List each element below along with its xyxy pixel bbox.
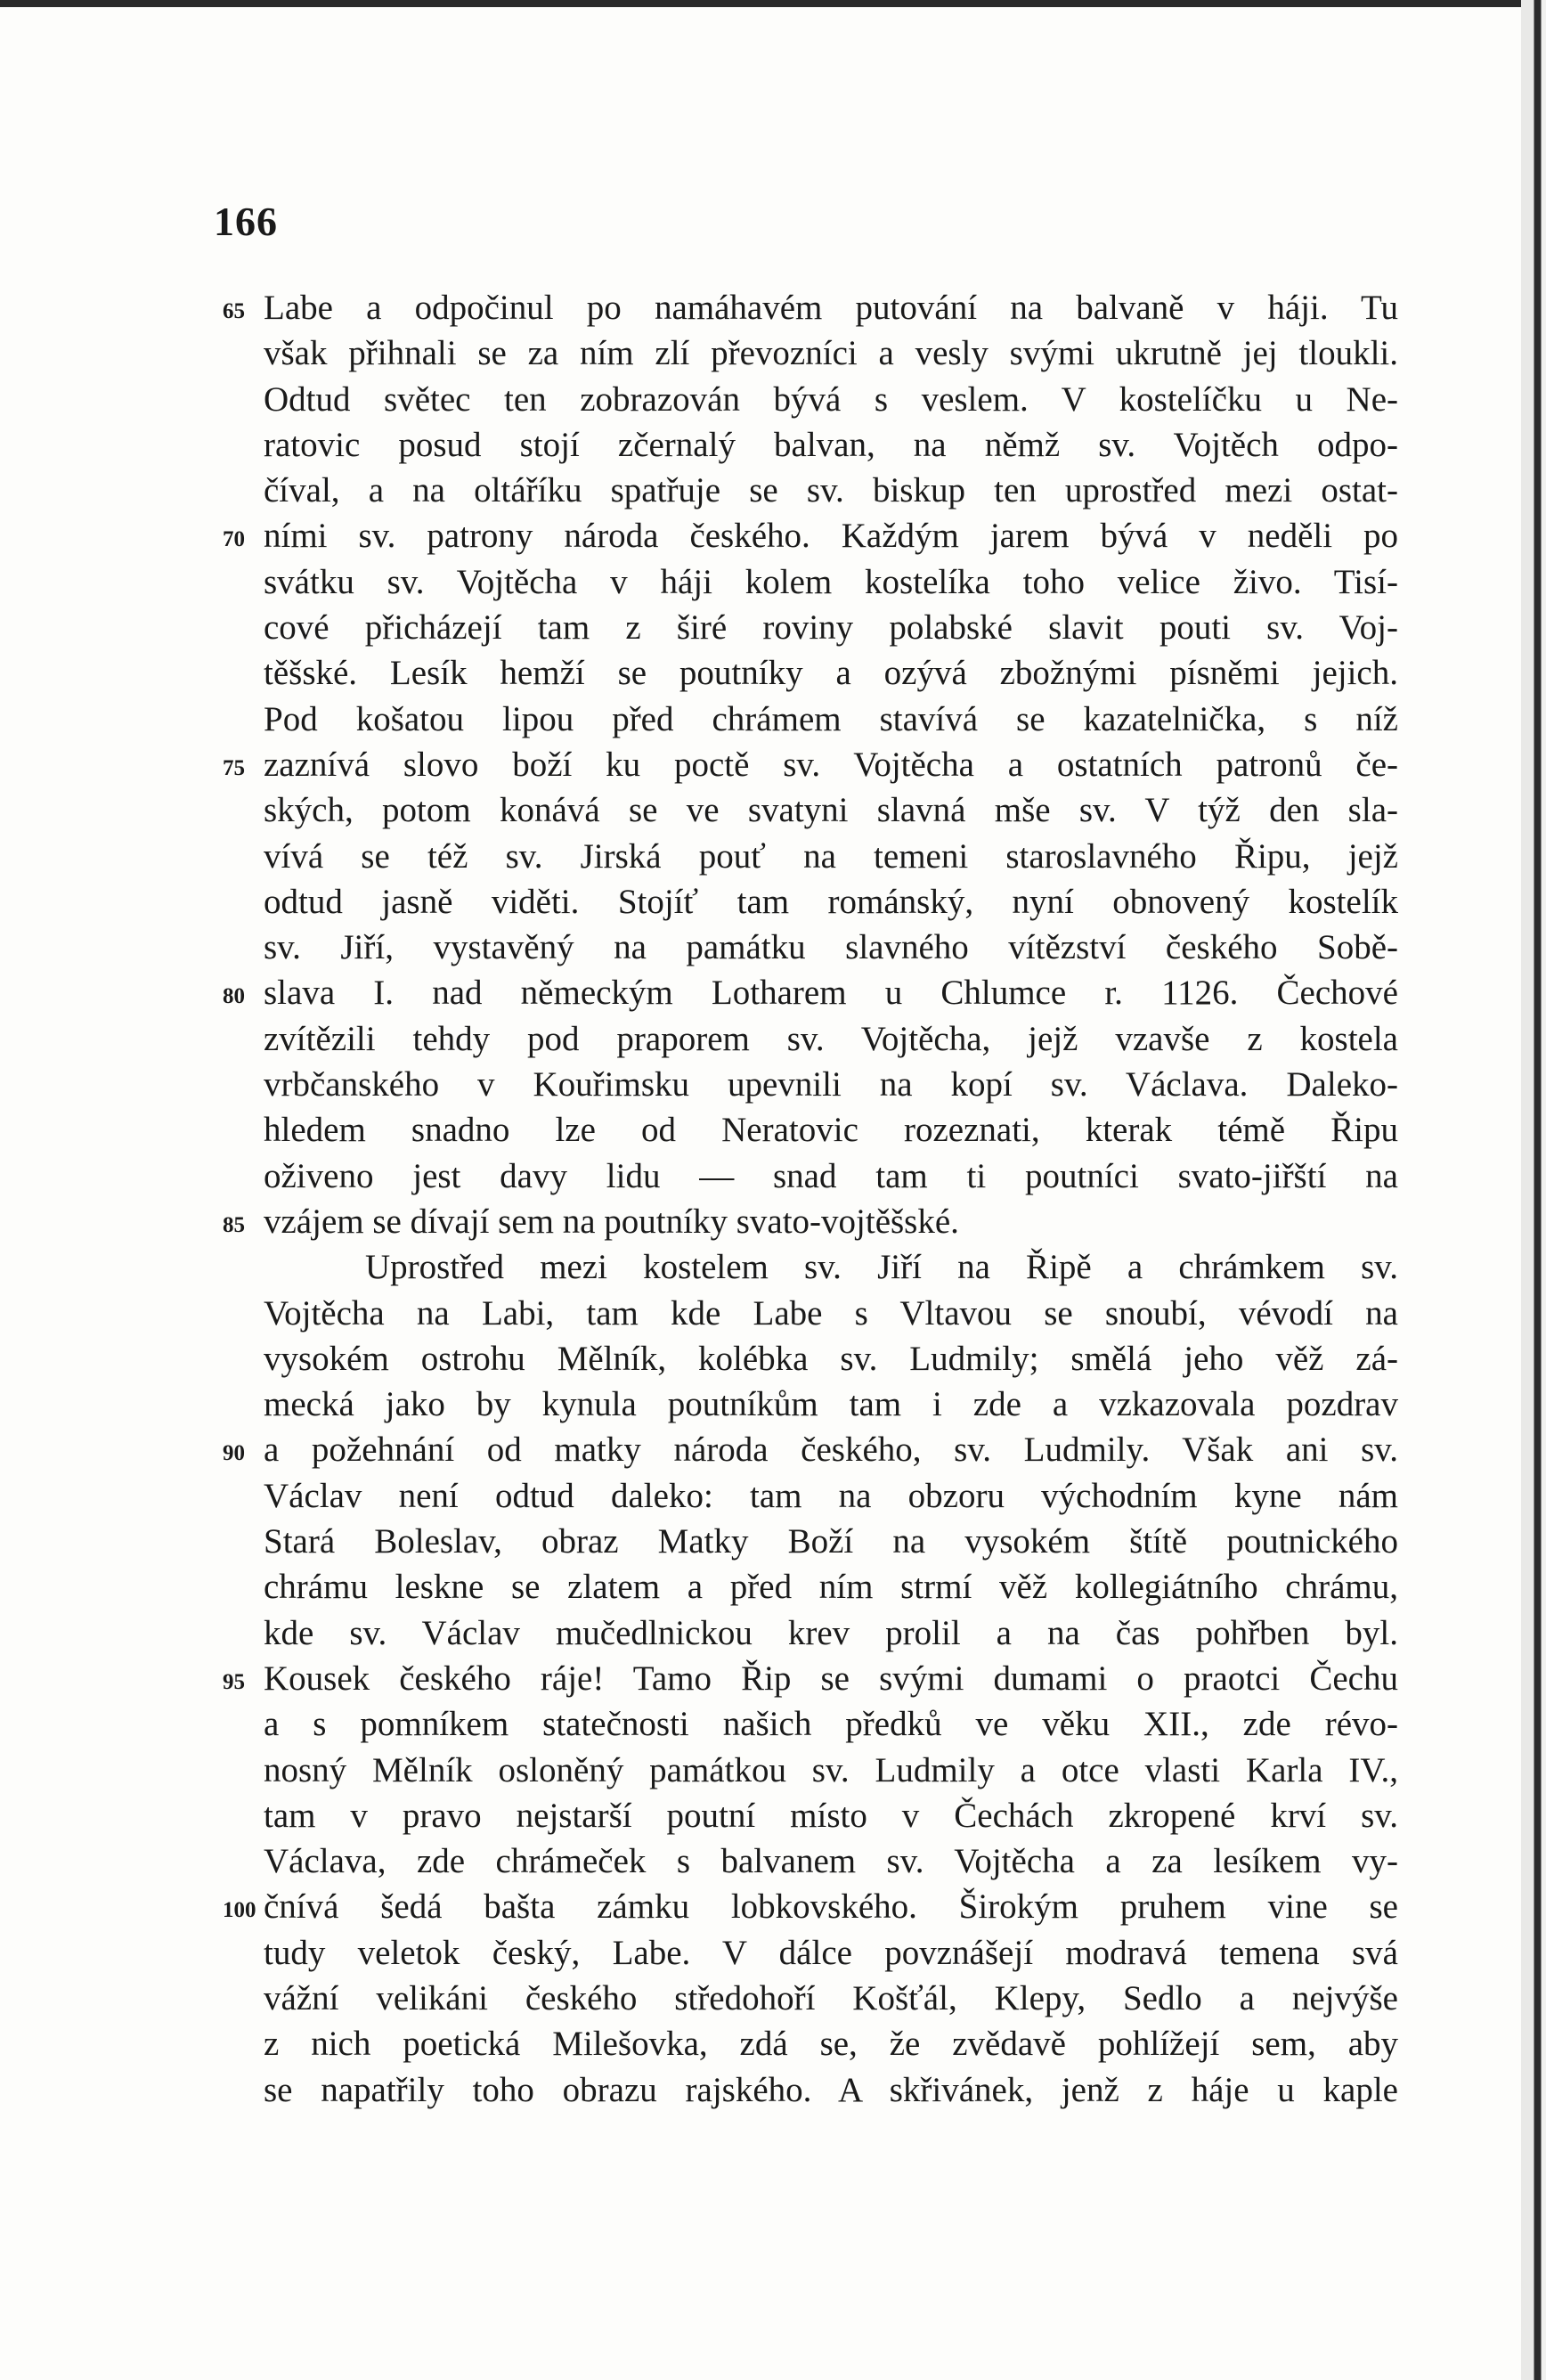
line-text: vážní velikáni českého středohoří Košťál, Klepy, Sedlo a nejvýše: [264, 1978, 1398, 2017]
line-text: těšské. Lesík hemží se poutníky a ozývá zbožnými písněmi jejich.: [264, 654, 1398, 693]
line-number: 85: [223, 1212, 245, 1237]
line-text: tam v pravo nejstarší poutní místo v Čechách zkropené krví sv.: [264, 1796, 1398, 1835]
line-text: kde sv. Václav mučedlnickou krev prolil a na čas pohřben byl.: [264, 1613, 1398, 1652]
text-line: [223, 742, 1407, 787]
line-text: slava I. nad německým Lotharem u Chlumce r. 1126. Čechové: [264, 974, 1398, 1013]
text-line: [223, 1199, 1407, 1244]
line-text: z nich poetická Milešovka, zdá se, že zvědavě pohlížejí sem, aby: [264, 2025, 1398, 2064]
line-text: hledem snadno lze od Neratovic rozeznati, kterak témě Řipu: [264, 1111, 1398, 1150]
text-line: [223, 1564, 1407, 1610]
line-text: ratovic posud stojí zčernalý balvan, na němž sv. Vojtěch odpo-: [264, 425, 1398, 464]
text-line: [223, 1748, 1407, 1793]
line-text: Uprostřed mezi kostelem sv. Jiří na Řipě a chrámkem sv.: [365, 1248, 1398, 1287]
text-line: [223, 1519, 1407, 1564]
line-text: však přihnali se za ním zlí převozníci a vesly svými ukrutně jej tloukli.: [264, 334, 1398, 373]
text-line: [223, 1793, 1407, 1838]
line-text: a s pomníkem statečnosti našich předků ve věku XII., zde révo-: [264, 1705, 1398, 1744]
line-number: 80: [223, 984, 245, 1009]
page-number: 166: [214, 199, 278, 244]
line-text: se napatřily toho obrazu rajského. A skřivánek, jenž z háje u kaple: [264, 2070, 1398, 2109]
line-text: číval, a na oltáříku spatřuje se sv. biskup ten uprostřed mezi ostat-: [264, 471, 1398, 510]
text-line: [223, 2067, 1407, 2113]
line-text: ními sv. patrony národa českého. Každým jarem bývá v neděli po: [264, 517, 1398, 556]
line-text: tudy veletok český, Labe. V dálce povznášejí modravá temena svá: [264, 1933, 1398, 1972]
line-text: Kousek českého ráje! Tamo Řip se svými dumami o praotci Čechu: [264, 1659, 1398, 1698]
text-line: [223, 422, 1407, 468]
line-text: Václav není odtud daleko: tam na obzoru východním kyne nám: [264, 1476, 1398, 1515]
scan-top-edge: [0, 0, 1546, 7]
line-number: 65: [223, 299, 245, 323]
line-text: sv. Jiří, vystavěný na památku slavného vítězství českého Sobě-: [264, 928, 1398, 967]
text-line: [223, 1838, 1407, 1884]
text-line: [223, 1656, 1407, 1701]
text-line: [223, 513, 1407, 558]
text-line: [223, 605, 1407, 650]
line-text: odtud jasně viděti. Stojíť tam románský, nyní obnovený kostelík: [264, 882, 1398, 921]
text-line: [223, 377, 1407, 422]
scan-right-edge: [1521, 0, 1546, 2380]
text-line: [223, 879, 1407, 925]
text-line: [223, 1244, 1407, 1290]
line-text: chrámu leskne se zlatem a před ním strmí věž kollegiátního chrámu,: [264, 1568, 1398, 1607]
text-line: [223, 1062, 1407, 1107]
text-line: [223, 650, 1407, 696]
text-line: [223, 468, 1407, 513]
line-text: vzájem se dívají sem na poutníky svato-vojtěšské.: [264, 1202, 959, 1241]
body-text: [223, 285, 1407, 2113]
line-text: svátku sv. Vojtěcha v háji kolem kostelíka toho velice živo. Tisí-: [264, 562, 1398, 601]
line-text: oživeno jest davy lidu — snad tam ti poutníci svato-jiřští na: [264, 1156, 1398, 1195]
text-line: [223, 1473, 1407, 1519]
line-text: Vojtěcha na Labi, tam kde Labe s Vltavou se snoubí, vévodí na: [264, 1293, 1398, 1333]
text-line: [223, 285, 1407, 330]
text-line: [223, 1336, 1407, 1382]
line-text: vrbčanského v Kouřimsku upevnili na kopí sv. Václava. Daleko-: [264, 1065, 1398, 1104]
text-line: [223, 1427, 1407, 1472]
line-text: Labe a odpočinul po namáhavém putování na balvaně v háji. Tu: [264, 289, 1398, 327]
text-line: [223, 1701, 1407, 1747]
line-text: Stará Boleslav, obraz Matky Boží na vysokém štítě poutnického: [264, 1522, 1398, 1561]
text-line: [223, 1153, 1407, 1199]
text-line: [223, 1382, 1407, 1427]
line-text: ských, potom konává se ve svatyni slavná mše sv. V týž den sla-: [264, 791, 1398, 830]
text-line: [223, 330, 1407, 376]
line-text: mecká jako by kynula poutníkům tam i zde a vzkazovala pozdrav: [264, 1385, 1398, 1424]
line-text: vysokém ostrohu Mělník, kolébka sv. Ludmily; smělá jeho věž zá-: [264, 1339, 1398, 1378]
line-text: nosný Mělník osloněný památkou sv. Ludmily a otce vlasti Karla IV.,: [264, 1750, 1398, 1789]
line-text: zaznívá slovo boží ku poctě sv. Vojtěcha a ostatních patronů če-: [264, 745, 1398, 784]
line-number: 75: [223, 755, 245, 780]
text-line: [223, 559, 1407, 605]
line-text: Václava, zde chrámeček s balvanem sv. Vojtěcha a za lesíkem vy-: [264, 1842, 1398, 1881]
line-text: Pod košatou lipou před chrámem stavívá se kazatelnička, s níž: [264, 699, 1398, 738]
line-text: a požehnání od matky národa českého, sv. Ludmily. Však ani sv.: [264, 1430, 1398, 1470]
text-line: [223, 697, 1407, 742]
text-line: [223, 1107, 1407, 1153]
text-line: [223, 925, 1407, 970]
text-line: [223, 1976, 1407, 2021]
line-number: 70: [223, 527, 245, 552]
line-number: 100: [223, 1898, 256, 1923]
line-text: vívá se též sv. Jirská pouť na temeni staroslavného Řipu, jejž: [264, 836, 1398, 876]
line-number: 90: [223, 1441, 245, 1466]
text-line: [223, 1930, 1407, 1976]
text-line: [223, 1884, 1407, 1929]
line-text: cové přicházejí tam z širé roviny polabské slavit pouti sv. Voj-: [264, 608, 1398, 648]
text-line: [223, 787, 1407, 833]
text-line: [223, 1016, 1407, 1062]
text-line: [223, 1291, 1407, 1336]
text-line: [223, 834, 1407, 879]
text-line: [223, 2021, 1407, 2066]
text-line: [223, 1610, 1407, 1656]
line-text: zvítězili tehdy pod praporem sv. Vojtěcha, jejž vzavše z kostela: [264, 1019, 1398, 1058]
line-text: Odtud světec ten zobrazován bývá s veslem. V kostelíčku u Ne-: [264, 379, 1398, 419]
line-text: čnívá šedá bašta zámku lobkovského. Širokým pruhem vine se: [264, 1887, 1398, 1927]
text-line: [223, 970, 1407, 1015]
line-number: 95: [223, 1669, 245, 1694]
